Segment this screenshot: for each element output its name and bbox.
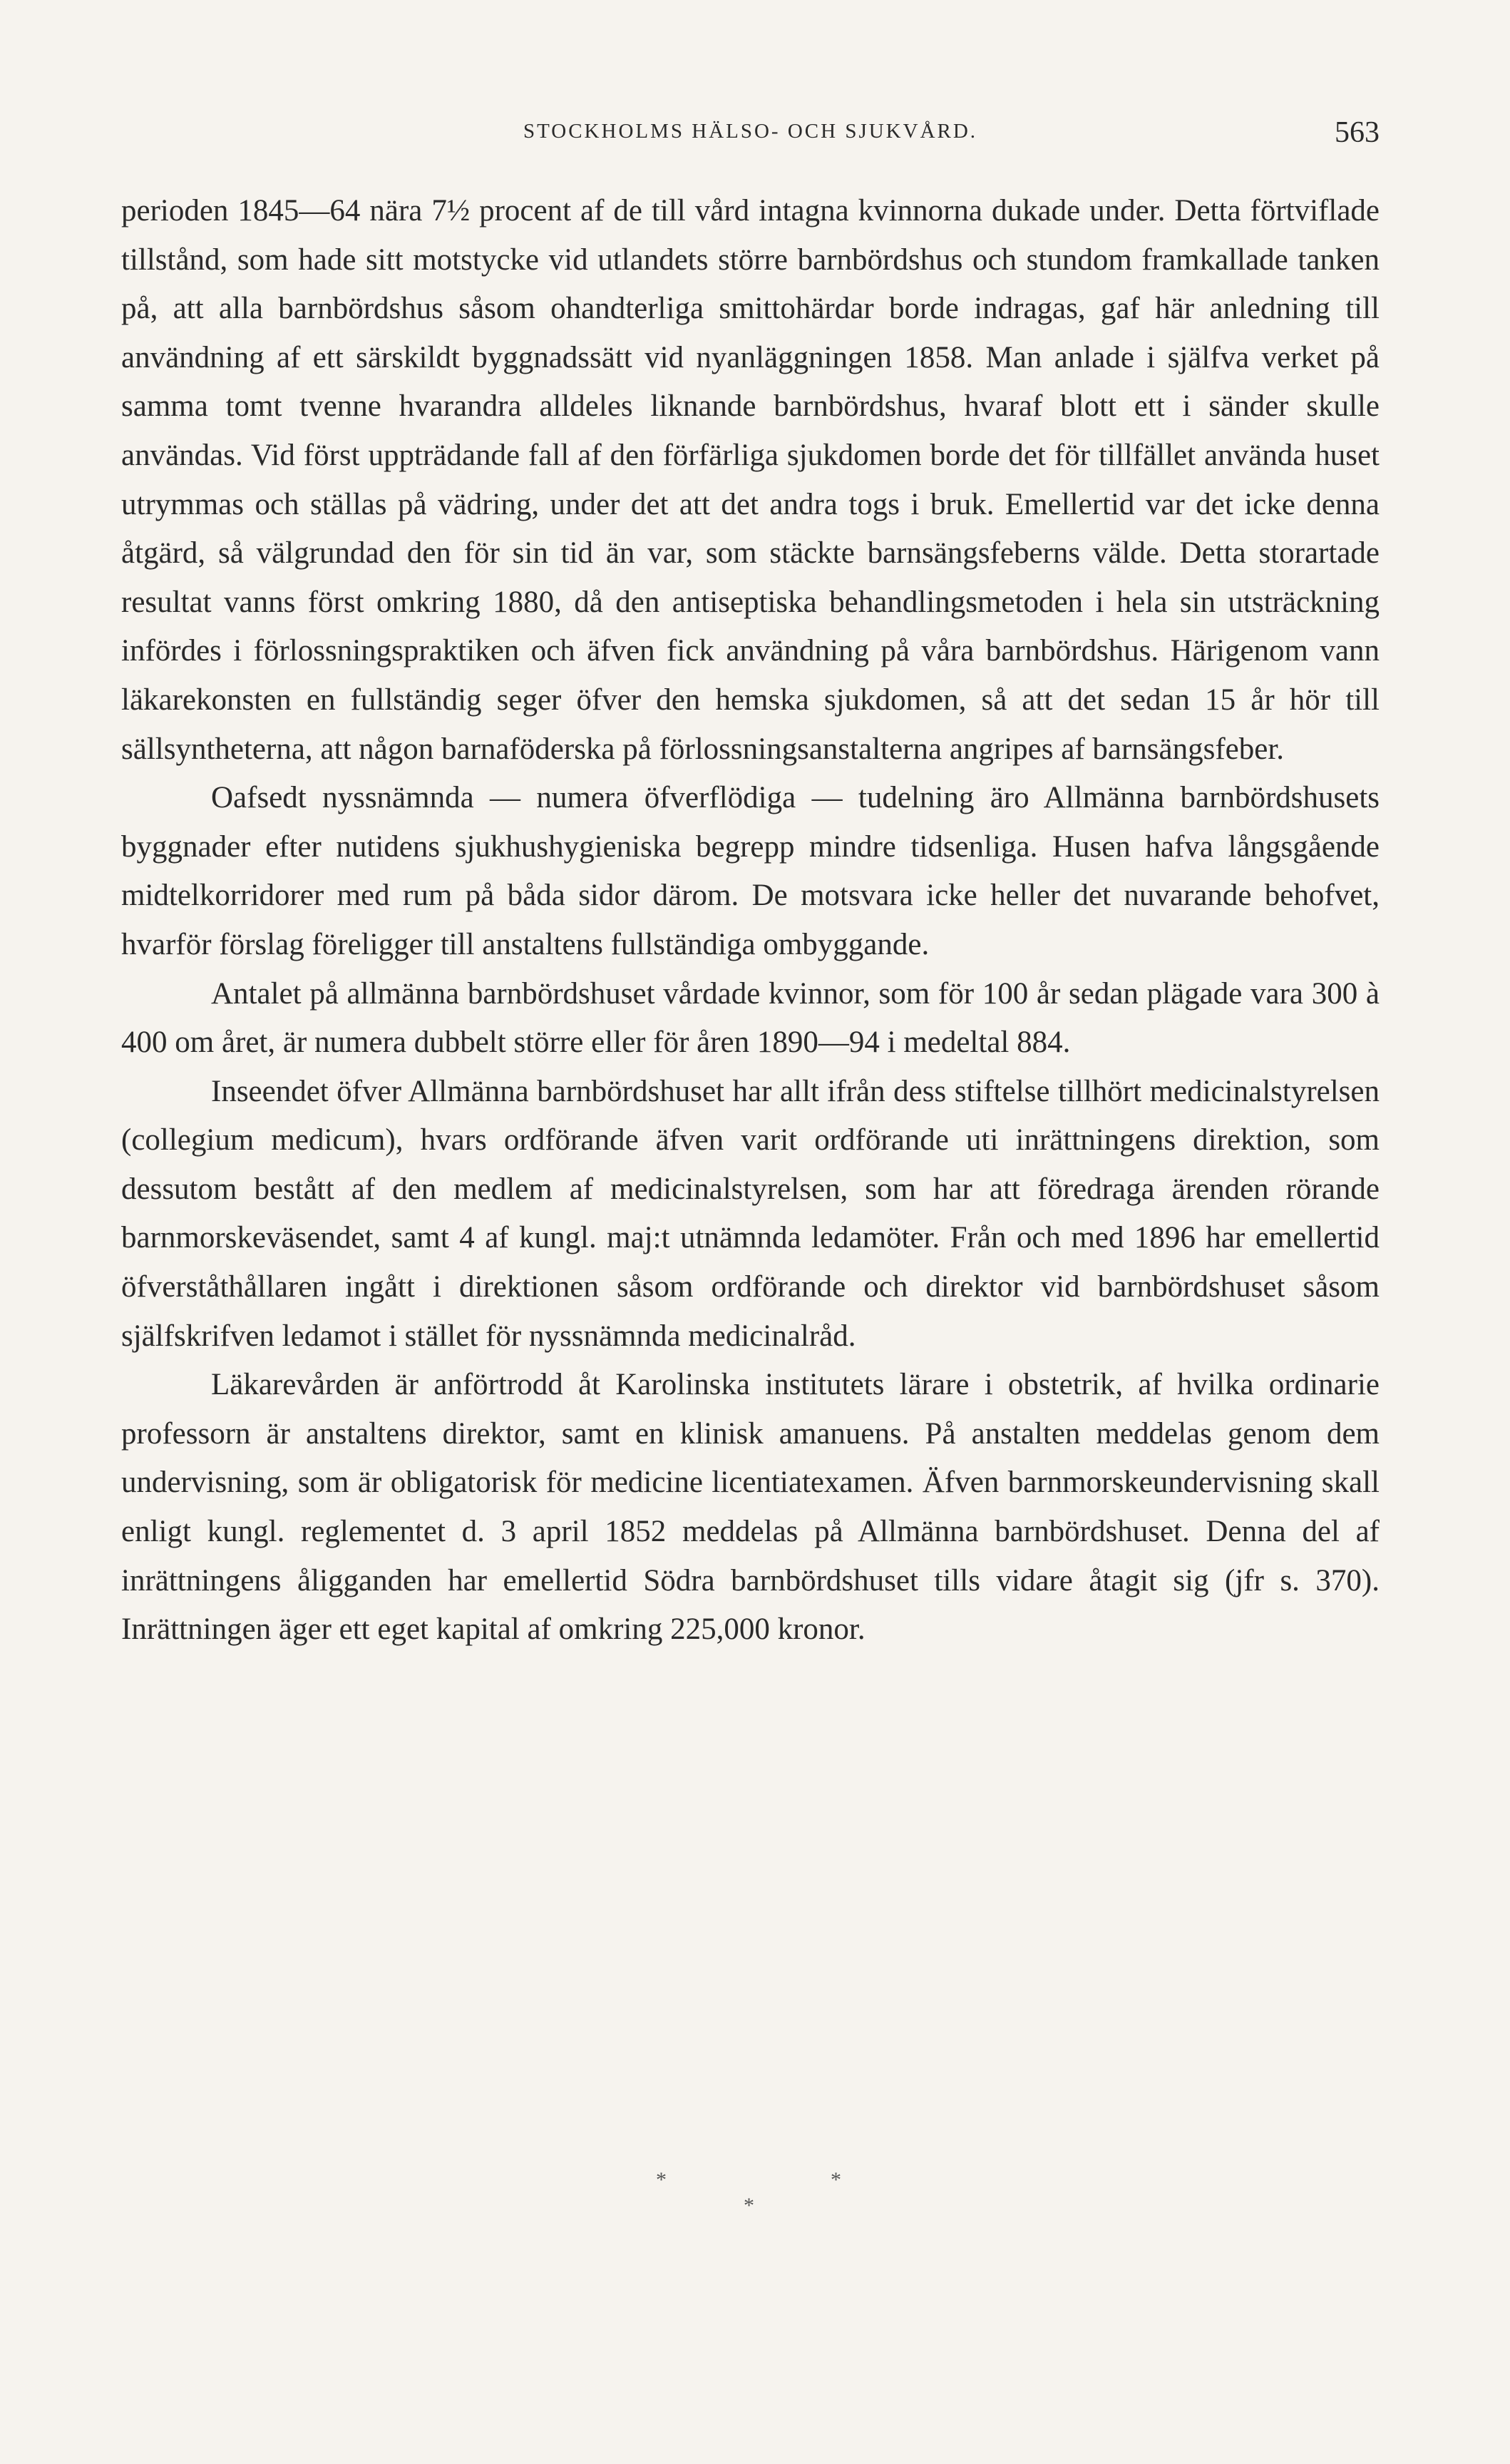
body-text bbox=[121, 187, 1380, 1655]
section-separator bbox=[0, 2168, 1510, 2225]
asterisk-mark: * bbox=[831, 2168, 841, 2192]
paragraph-3: Antalet på allmänna barnbördshuset vårdade kvinnor, som för 100 år sedan plägade vara 300 à 400 om året, är numera dubbelt större eller för åren 1890—94 i medeltal 884. bbox=[121, 976, 1380, 1060]
paragraph-5: Läkarevården är anförtrodd åt Karolinska institutets lärare i obstetrik, af hvilka ordinarie professorn är anstaltens direktor, samt en klinisk amanuens. På anstalten meddelas genom dem undervisning, som är obligatorisk för medicine licentiatexamen. Äfven barnmorskeundervisning skall enligt kungl. reglementet d. 3 april 1852 meddelas på Allmänna barnbördshuset. Denna del af inrättningens åligganden har emellertid Södra barnbördshuset tills vidare åtagit sig (jfr s. 370). Inrättningen äger ett eget kapital af omkring 225,000 kronor. bbox=[121, 1368, 1380, 1647]
paragraph-1: perioden 1845—64 nära 7½ procent af de till vård intagna kvinnorna dukade under. Detta förtviflade tillstånd, som hade sitt motstycke vid utlandets större barnbördshus och stundom framkallade tanken på, att alla barnbördshus såsom ohandterliga smittohärdar borde indragas, gaf här anledning till användning af ett särskildt byggnadssätt vid nyanläggningen 1858. Man anlade i själfva verket på samma tomt tvenne hvarandra alldeles liknande barnbördshus, hvaraf blott ett i sänder skulle användas. Vid först uppträdande fall af den förfärliga sjukdomen borde det för tillfället använda huset utrymmas och ställas på vädring, under det att det andra togs i bruk. Emellertid var det icke denna åtgärd, så välgrundad den för sin tid än var, som stäckte barnsängsfeberns välde. Detta storartade resultat vanns först omkring 1880, då den antiseptiska behandlingsmetoden i hela sin utsträckning infördes i förlossningspraktiken och äfven fick användning på våra barnbördshus. Härigenom vann läkarekonsten en fullständig seger öfver den hemska sjukdomen, så att det sedan 15 år hör till sällsyntheterna, att någon barnaföderska på förlossningsanstalterna angripes af barnsängsfeber. bbox=[121, 194, 1380, 766]
asterisk-mark: * bbox=[744, 2194, 754, 2217]
asterisk-mark: * bbox=[656, 2168, 667, 2192]
paragraph-2: Oafsedt nyssnämnda — numera öfverflödiga — tudelning äro Allmänna barnbördshusets byggnader efter nutidens sjukhushygieniska begrepp mindre tidsenliga. Husen hafva långsgående midtelkorridorer med rum på båda sidor därom. De motsvara icke heller det nuvarande behofvet, hvarför förslag föreligger till anstaltens fullständiga ombyggande. bbox=[121, 781, 1380, 961]
page-number: 563 bbox=[1335, 116, 1380, 149]
page-header bbox=[121, 116, 1380, 154]
paragraph-4: Inseendet öfver Allmänna barnbördshuset har allt ifrån dess stiftelse tillhört medicinalstyrelsen (collegium medicum), hvars ordförande äfven varit ordförande uti inrättningens direktion, som dessutom bestått af den medlem af medicinalstyrelsen, som har att föredraga ärenden rörande barnmorskeväsendet, samt 4 af kungl. maj:t utnämnda ledamöter. Från och med 1896 har emellertid öfverståthållaren ingått i direktionen såsom ordförande och direktor vid barnbördshuset såsom själfskrifven ledamot i stället för nyssnämnda medicinalråd. bbox=[121, 1074, 1380, 1353]
running-head: STOCKHOLMS HÄLSO- OCH SJUKVÅRD. bbox=[523, 120, 978, 143]
